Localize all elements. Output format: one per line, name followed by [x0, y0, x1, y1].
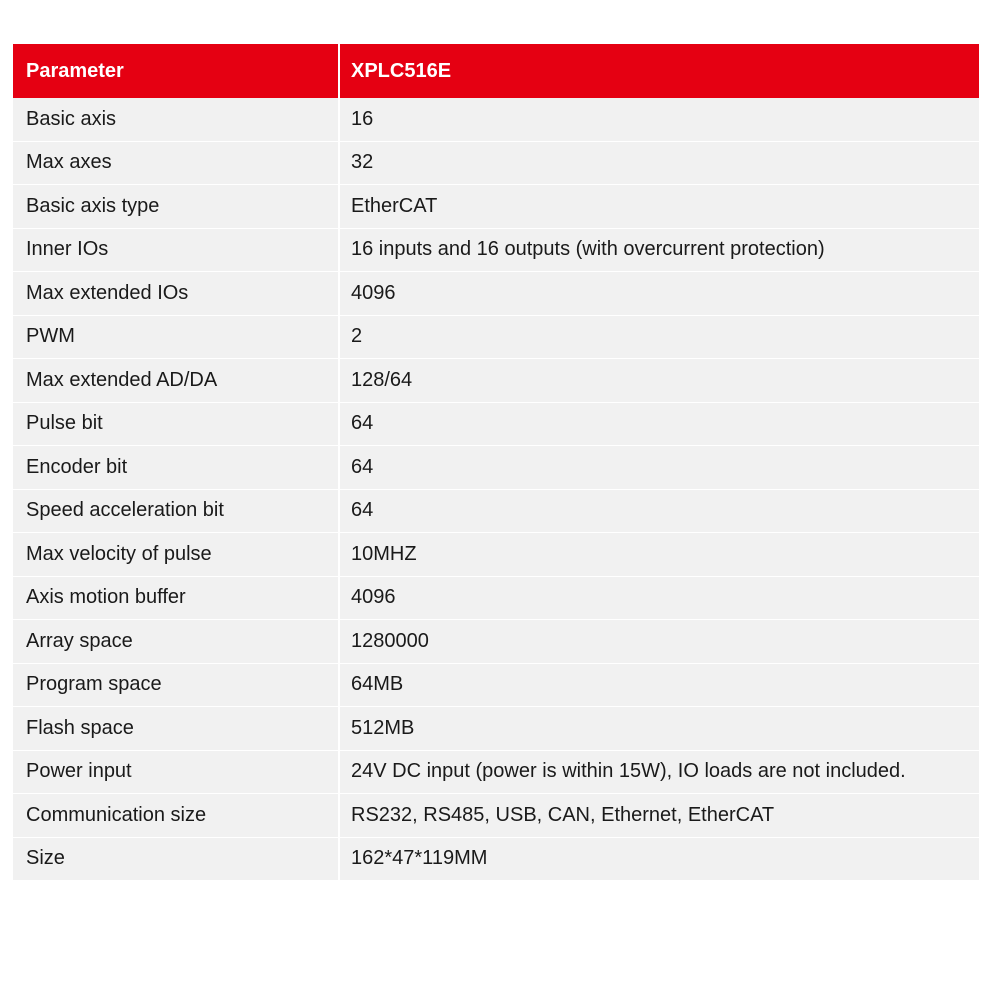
table-row	[13, 577, 979, 621]
row-param: Size	[13, 838, 340, 881]
table-row	[13, 751, 979, 795]
table-row	[13, 838, 979, 882]
header-parameter: Parameter	[13, 44, 340, 98]
row-param: Max extended AD/DA	[13, 359, 340, 402]
row-value: 1280000	[351, 629, 429, 652]
row-value: 16	[351, 107, 374, 130]
table-row	[13, 620, 979, 664]
table-row	[13, 229, 979, 273]
table-row	[13, 272, 979, 316]
row-value: EtherCAT	[351, 194, 438, 217]
row-param: Axis motion buffer	[13, 577, 340, 620]
row-param: Pulse bit	[13, 403, 340, 446]
row-value: 64	[351, 412, 374, 435]
table-row	[13, 707, 979, 751]
table-row	[13, 664, 979, 708]
row-param: Basic axis	[13, 98, 340, 141]
row-param: Communication size	[13, 794, 340, 837]
row-param: Flash space	[13, 707, 340, 750]
row-value: 24V DC input (power is within 15W), IO loads are not included.	[351, 760, 906, 783]
row-value: 128/64	[351, 368, 413, 391]
row-param: Program space	[13, 664, 340, 707]
row-value: 64	[351, 455, 374, 478]
table-row	[13, 98, 979, 142]
row-param: Array space	[13, 620, 340, 663]
row-param: Basic axis type	[13, 185, 340, 228]
row-param: Max extended IOs	[13, 272, 340, 315]
row-value: 64MB	[351, 673, 404, 696]
row-value: 4096	[351, 586, 396, 609]
table-row	[13, 359, 979, 403]
table-row	[13, 316, 979, 360]
spec-table	[13, 44, 979, 881]
row-value: 10MHZ	[351, 542, 417, 565]
table-row	[13, 142, 979, 186]
row-param: Power input	[13, 751, 340, 794]
table-row	[13, 446, 979, 490]
row-value: RS232, RS485, USB, CAN, Ethernet, EtherCAT	[351, 803, 775, 826]
row-value: 162*47*119MM	[351, 847, 488, 870]
row-param: Max axes	[13, 142, 340, 185]
table-row	[13, 403, 979, 447]
row-value: 512MB	[351, 716, 415, 739]
header-model: XPLC516E	[351, 59, 452, 82]
table-row	[13, 794, 979, 838]
row-value: 32	[351, 151, 374, 174]
row-param: Speed acceleration bit	[13, 490, 340, 533]
row-param: Encoder bit	[13, 446, 340, 489]
row-param: PWM	[13, 316, 340, 359]
table-row	[13, 490, 979, 534]
table-row	[13, 533, 979, 577]
table-row	[13, 185, 979, 229]
row-param: Inner IOs	[13, 229, 340, 272]
row-value: 2	[351, 325, 363, 348]
row-value: 64	[351, 499, 374, 522]
table-header-row	[13, 44, 979, 98]
row-value: 16 inputs and 16 outputs (with overcurrent protection)	[351, 238, 825, 261]
row-param: Max velocity of pulse	[13, 533, 340, 576]
row-value: 4096	[351, 281, 396, 304]
